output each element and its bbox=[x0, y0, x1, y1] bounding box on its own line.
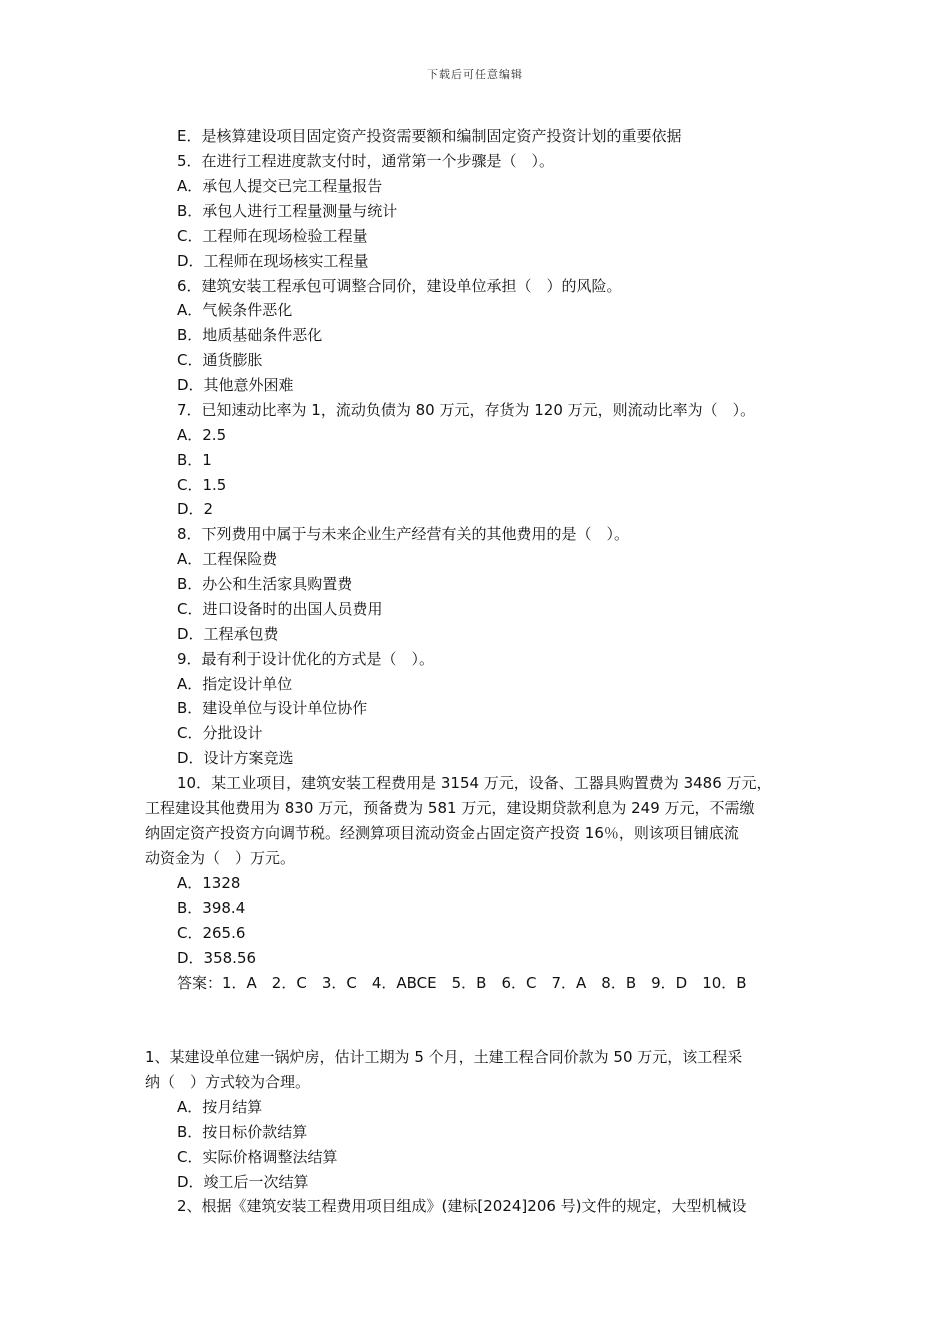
question-7: 7．已知速动比率为 1，流动负债为 80 万元，存货为 120 万元，则流动比率为（ ）。 bbox=[177, 401, 756, 419]
option-c: C．工程师在现场检验工程量 bbox=[177, 227, 368, 245]
question-10-line-2: 工程建设其他费用为 830 万元，预备费为 581 万元，建设期贷款利息为 249 万元，不需缴 bbox=[145, 799, 755, 817]
option-e-q4: E．是核算建设项目固定资产投资需要额和编制固定资产投资计划的重要依据 bbox=[177, 127, 682, 145]
option-c: C．265.6 bbox=[177, 924, 246, 942]
option-b: B．按日标价款结算 bbox=[177, 1123, 308, 1141]
option-d: D．竣工后一次结算 bbox=[177, 1173, 309, 1191]
page-header: 下载后可任意编辑 bbox=[427, 68, 523, 81]
option-b: B．1 bbox=[177, 451, 212, 469]
section2-question-1-line-2: 纳（ ）方式较为合理。 bbox=[145, 1073, 311, 1091]
option-a: A．1328 bbox=[177, 874, 241, 892]
option-a: A．气候条件恶化 bbox=[177, 301, 293, 319]
option-b: B．办公和生活家具购置费 bbox=[177, 575, 353, 593]
option-a: A．承包人提交已完工程量报告 bbox=[177, 177, 383, 195]
option-b: B．建设单位与设计单位协作 bbox=[177, 699, 368, 717]
answer-key: 答案：1．A 2．C 3．C 4．ABCE 5．B 6．C 7．A 8．B 9．D 10．B bbox=[177, 974, 747, 992]
option-b: B．地质基础条件恶化 bbox=[177, 326, 323, 344]
question-5: 5．在进行工程进度款支付时，通常第一个步骤是（ ）。 bbox=[177, 152, 555, 170]
option-c: C．实际价格调整法结算 bbox=[177, 1148, 338, 1166]
section2-question-2: 2、根据《建筑安装工程费用项目组成》(建标[2024]206 号)文件的规定，大型机械设 bbox=[177, 1197, 747, 1215]
option-c: C．1.5 bbox=[177, 476, 227, 494]
question-6: 6．建筑安装工程承包可调整合同价，建设单位承担（ ）的风险。 bbox=[177, 277, 622, 295]
question-10-line-3: 纳固定资产投资方向调节税。经测算项目流动资金占固定资产投资 16％，则该项目铺底流 bbox=[145, 824, 739, 842]
option-d: D．工程承包费 bbox=[177, 625, 279, 643]
section2-question-1-line-1: 1、某建设单位建一锅炉房，估计工期为 5 个月，土建工程合同价款为 50 万元，该工程采 bbox=[145, 1048, 743, 1066]
option-a: A．按月结算 bbox=[177, 1098, 263, 1116]
option-a: A．指定设计单位 bbox=[177, 675, 293, 693]
question-8: 8．下列费用中属于与未来企业生产经营有关的其他费用的是（ ）。 bbox=[177, 525, 630, 543]
option-c: C．通货膨胀 bbox=[177, 351, 263, 369]
option-d: D．2 bbox=[177, 500, 214, 518]
question-9: 9．最有利于设计优化的方式是（ ）。 bbox=[177, 650, 435, 668]
option-d: D．358.56 bbox=[177, 949, 257, 967]
option-a: A．2.5 bbox=[177, 426, 227, 444]
option-b: B．398.4 bbox=[177, 899, 246, 917]
option-a: A．工程保险费 bbox=[177, 550, 278, 568]
option-c: C．分批设计 bbox=[177, 724, 263, 742]
option-d: D．设计方案竞选 bbox=[177, 749, 294, 767]
question-10-line-4: 动资金为（ ）万元。 bbox=[145, 849, 296, 867]
option-b: B．承包人进行工程量测量与统计 bbox=[177, 202, 398, 220]
option-d: D．其他意外困难 bbox=[177, 376, 294, 394]
option-d: D．工程师在现场核实工程量 bbox=[177, 252, 369, 270]
question-10-line-1: 10．某工业项目，建筑安装工程费用是 3154 万元，设备、工器具购置费为 3486 万元， bbox=[177, 774, 772, 792]
option-c: C．进口设备时的出国人员费用 bbox=[177, 600, 383, 618]
